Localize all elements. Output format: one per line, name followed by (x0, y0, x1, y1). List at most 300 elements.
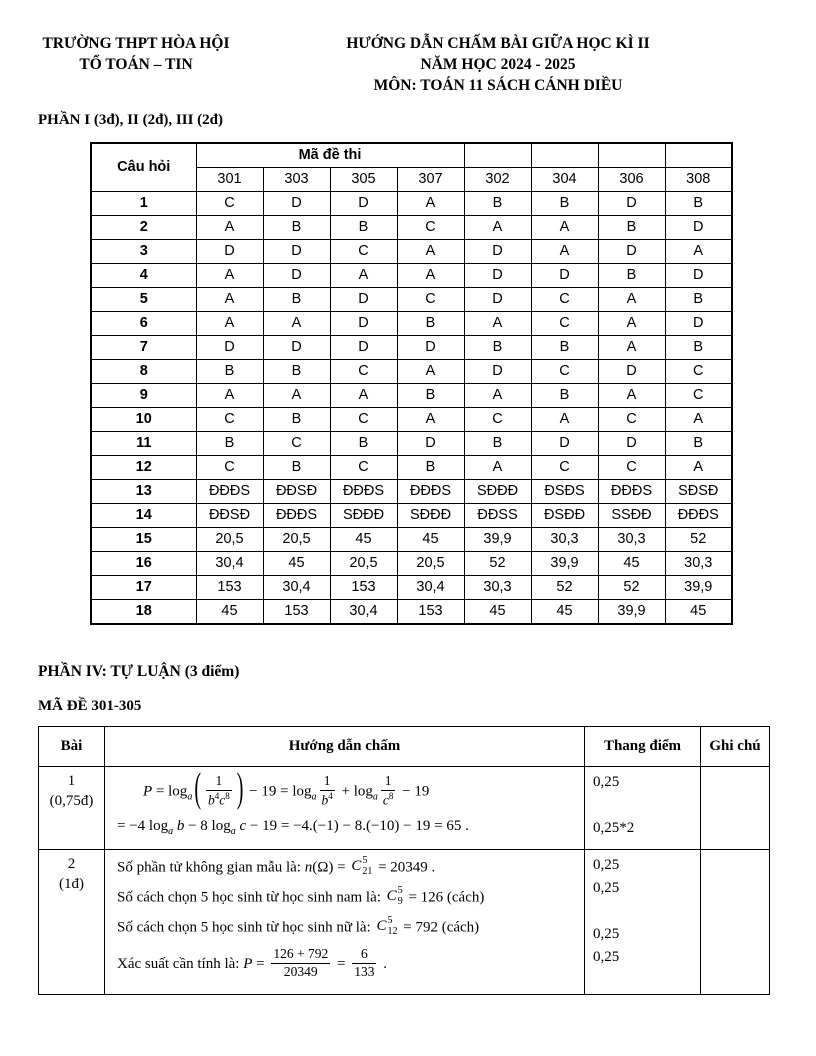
answer-cell: 153 (397, 599, 464, 624)
math-variable: n (304, 859, 313, 876)
question-number: 1 (91, 191, 196, 215)
question-column-header: Câu hỏi (91, 143, 196, 192)
math-superscript: 5 (362, 855, 368, 867)
math-variable: b (207, 792, 215, 808)
combination-symbol (351, 855, 372, 877)
table-row (91, 599, 732, 624)
question-number: 2 (91, 215, 196, 239)
math-text: 1 (323, 772, 331, 788)
math-superscript: 4 (214, 790, 220, 801)
answer-cell: 153 (196, 575, 263, 599)
score-value: 0,25 (593, 926, 620, 943)
answer-cell: 52 (531, 575, 598, 599)
question-number: 8 (91, 359, 196, 383)
table-row (91, 335, 732, 359)
fraction-denominator (381, 790, 396, 809)
exercise-points: (1đ) (59, 876, 84, 893)
answer-cell: 30,4 (397, 575, 464, 599)
math-subscript: a (230, 826, 236, 838)
exam-code: 304 (531, 167, 598, 191)
answer-cell: C (397, 215, 464, 239)
answer-cell: C (598, 407, 665, 431)
score-value (593, 794, 698, 817)
math-line (117, 887, 578, 909)
answer-cell: B (531, 191, 598, 215)
math-line (143, 766, 578, 812)
guide-column-header: Hướng dẫn chấm (105, 726, 585, 766)
answer-cell: A (665, 407, 732, 431)
math-text: − 19 = log (245, 783, 312, 800)
question-number: 7 (91, 335, 196, 359)
answer-cell: A (397, 239, 464, 263)
table-row (91, 215, 732, 239)
fraction-numerator (381, 773, 396, 790)
answer-cell: A (397, 191, 464, 215)
math-variable: b (321, 792, 329, 808)
answer-cell: 30,3 (464, 575, 531, 599)
grading-table-body (39, 766, 770, 994)
math-fraction (320, 773, 335, 809)
answer-cell: D (263, 263, 330, 287)
answer-cell: D (464, 263, 531, 287)
answer-cell: A (665, 239, 732, 263)
note-cell (701, 766, 770, 849)
exam-code: 303 (263, 167, 330, 191)
answer-cell: A (464, 383, 531, 407)
empty-header-cell (598, 143, 665, 168)
math-text: = −4 log (117, 818, 169, 835)
answer-cell: B (263, 455, 330, 479)
question-number: 10 (91, 407, 196, 431)
answer-cell: 45 (330, 527, 397, 551)
table-row (91, 407, 732, 431)
note-cell (701, 850, 770, 995)
table-row (91, 431, 732, 455)
answer-cell: 39,9 (464, 527, 531, 551)
math-text: (Ω) = (312, 859, 350, 876)
math-text: Số cách chọn 5 học sinh từ học sinh nam là: (117, 889, 385, 906)
answer-cell: D (464, 287, 531, 311)
math-line (117, 947, 578, 982)
answer-cell: D (263, 191, 330, 215)
fraction-denominator (352, 963, 376, 981)
answer-cell: B (665, 287, 732, 311)
table-row (91, 287, 732, 311)
answer-cell: B (665, 431, 732, 455)
table-row (91, 455, 732, 479)
answer-cell: 30,4 (263, 575, 330, 599)
answer-cell: B (196, 431, 263, 455)
answer-cell: 30,3 (665, 551, 732, 575)
answer-cell: 153 (330, 575, 397, 599)
answer-cell: C (330, 455, 397, 479)
answer-cell: A (665, 455, 732, 479)
exercise-number: 2 (67, 856, 76, 873)
math-text: − 19 (398, 783, 430, 800)
answer-cell: A (330, 383, 397, 407)
answer-cell: A (196, 383, 263, 407)
math-variable: c (382, 792, 389, 808)
exercise-points: (0,75đ) (49, 793, 94, 810)
answer-cell: C (665, 383, 732, 407)
answer-cell: 45 (196, 599, 263, 624)
math-subscript: a (168, 826, 174, 838)
answer-cell: D (263, 239, 330, 263)
grading-row (39, 850, 770, 995)
answer-table-body (91, 191, 732, 624)
answer-cell: C (531, 455, 598, 479)
question-number: 18 (91, 599, 196, 624)
math-fraction (271, 946, 330, 981)
table-row (91, 263, 732, 287)
math-line (117, 857, 578, 879)
score-cell (585, 850, 701, 995)
answer-cell: B (263, 359, 330, 383)
math-text: = 20349 . (374, 859, 436, 876)
math-text: = log (152, 783, 188, 800)
question-number: 13 (91, 479, 196, 503)
math-variable: C (386, 887, 397, 904)
answer-cell: C (531, 287, 598, 311)
math-variable: c (219, 792, 226, 808)
answer-cell: 20,5 (397, 551, 464, 575)
math-variable: P (243, 955, 253, 972)
question-number: 12 (91, 455, 196, 479)
answer-header-row (91, 143, 732, 168)
answer-cell: SSĐĐ (598, 503, 665, 527)
answer-cell: B (665, 191, 732, 215)
answer-cell: C (196, 455, 263, 479)
answer-cell: A (598, 383, 665, 407)
answer-cell: D (665, 215, 732, 239)
answer-cell: 39,9 (531, 551, 598, 575)
math-superscript: 4 (328, 790, 333, 801)
answer-cell: A (397, 359, 464, 383)
math-variable: b (173, 818, 185, 835)
answer-cell: C (531, 359, 598, 383)
fraction-numerator (320, 773, 335, 790)
answer-cell: C (397, 287, 464, 311)
answer-cell: B (464, 431, 531, 455)
answer-cell: D (196, 335, 263, 359)
score-value (593, 900, 698, 923)
answer-cell: 20,5 (330, 551, 397, 575)
question-number: 5 (91, 287, 196, 311)
answer-cell: D (665, 263, 732, 287)
answer-cell: B (531, 383, 598, 407)
answer-cell: ĐSĐS (531, 479, 598, 503)
math-variable: c (235, 818, 247, 835)
table-row (91, 527, 732, 551)
fraction-numerator (271, 946, 330, 963)
document-title: HƯỚNG DẪN CHẤM BÀI GIỮA HỌC KÌ II (346, 35, 650, 52)
table-row (91, 551, 732, 575)
score-value: 0,25 (593, 857, 620, 874)
exam-code-group-header: Mã đề thi (196, 143, 464, 168)
answer-cell: SĐĐĐ (397, 503, 464, 527)
title-block (272, 34, 724, 97)
answer-cell: A (531, 407, 598, 431)
question-number: 16 (91, 551, 196, 575)
school-name: TRƯỜNG THPT HÒA HỘI (42, 35, 230, 52)
answer-cell: 52 (665, 527, 732, 551)
answer-cell: B (531, 335, 598, 359)
answer-cell: ĐĐSĐ (263, 479, 330, 503)
fraction-numerator (352, 946, 376, 963)
math-scripts (398, 885, 403, 907)
answer-cell: ĐĐĐS (196, 479, 263, 503)
empty-header-cell (464, 143, 531, 168)
score-value: 0,25 (593, 880, 620, 897)
combination-symbol (387, 885, 403, 907)
answer-cell: ĐSĐĐ (531, 503, 598, 527)
table-row (91, 479, 732, 503)
answer-cell: C (330, 359, 397, 383)
answer-cell: C (196, 407, 263, 431)
table-row (91, 191, 732, 215)
answer-cell: SĐĐĐ (330, 503, 397, 527)
score-value: 0,25 (593, 949, 620, 966)
exercise-column-header: Bài (39, 726, 105, 766)
math-text: = 126 (cách) (404, 889, 485, 906)
math-fraction (381, 773, 396, 809)
answer-cell: A (464, 311, 531, 335)
empty-header-cell (531, 143, 598, 168)
table-row (91, 575, 732, 599)
math-subscript: 21 (362, 866, 373, 878)
answer-cell: D (196, 239, 263, 263)
math-line (117, 917, 578, 939)
answer-cell: B (464, 335, 531, 359)
answer-cell: D (397, 431, 464, 455)
answer-cell: ĐĐĐS (665, 503, 732, 527)
answer-cell: A (196, 215, 263, 239)
answer-cell: B (263, 407, 330, 431)
exam-code: 305 (330, 167, 397, 191)
answer-cell: 30,4 (330, 599, 397, 624)
answer-cell: B (665, 335, 732, 359)
answer-cell: C (598, 455, 665, 479)
answer-cell: 20,5 (196, 527, 263, 551)
answer-cell: 45 (397, 527, 464, 551)
answer-cell: D (598, 239, 665, 263)
department-name: TỔ TOÁN – TIN (79, 55, 193, 73)
math-text: 1 (384, 772, 392, 788)
answer-cell: 30,3 (531, 527, 598, 551)
answer-cell: B (397, 311, 464, 335)
answer-cell: 52 (464, 551, 531, 575)
answer-cell: 45 (531, 599, 598, 624)
math-scripts (362, 855, 372, 877)
math-line (117, 818, 578, 837)
school-year: NĂM HỌC 2024 - 2025 (420, 55, 576, 73)
math-text: + log (337, 783, 373, 800)
answer-cell: A (598, 335, 665, 359)
question-number: 15 (91, 527, 196, 551)
table-row (91, 311, 732, 335)
exercise-number-cell (39, 850, 105, 995)
exam-code: 307 (397, 167, 464, 191)
math-superscript: 8 (225, 790, 230, 801)
answer-cell: ĐĐĐS (598, 479, 665, 503)
answer-cell: C (330, 239, 397, 263)
table-row (91, 239, 732, 263)
solution-cell (105, 766, 585, 849)
answer-cell: D (598, 191, 665, 215)
answer-cell: B (196, 359, 263, 383)
subject-line: MÔN: TOÁN 11 SÁCH CÁNH DIỀU (373, 76, 623, 94)
answer-cell: A (263, 383, 330, 407)
part1-heading: PHẦN I (3đ), II (2đ), III (2đ) (38, 111, 224, 128)
math-scripts (387, 915, 397, 937)
answer-cell: D (464, 359, 531, 383)
answer-cell: 39,9 (598, 599, 665, 624)
math-subscript: 9 (397, 896, 403, 908)
empty-header-cell (665, 143, 732, 168)
fraction-denominator (320, 790, 335, 809)
exam-code: 302 (464, 167, 531, 191)
answer-cell: A (397, 407, 464, 431)
answer-cell: D (330, 335, 397, 359)
exam-code: 306 (598, 167, 665, 191)
answer-cell: 52 (598, 575, 665, 599)
math-variable: C (376, 917, 387, 934)
math-paren: ( (194, 766, 201, 812)
exercise-number-cell (39, 766, 105, 849)
question-number: 17 (91, 575, 196, 599)
answer-cell: D (598, 431, 665, 455)
exam-code-range: MÃ ĐỀ 301-305 (38, 697, 142, 714)
answer-cell: 39,9 (665, 575, 732, 599)
math-text: Xác suất cần tính là: (117, 955, 244, 972)
answer-cell: D (330, 191, 397, 215)
fraction-denominator (206, 790, 232, 809)
answer-cell: C (665, 359, 732, 383)
grading-row (39, 766, 770, 849)
answer-cell: A (598, 311, 665, 335)
answer-cell: C (263, 431, 330, 455)
math-text: . (379, 955, 387, 972)
score-value: 0,25*2 (593, 819, 635, 836)
answer-cell: B (397, 383, 464, 407)
answer-cell: A (196, 287, 263, 311)
answer-cell: A (196, 311, 263, 335)
answer-cell: A (531, 239, 598, 263)
math-superscript: 8 (388, 790, 394, 801)
table-row (91, 359, 732, 383)
answer-cell: ĐĐSĐ (196, 503, 263, 527)
answer-cell: A (598, 287, 665, 311)
math-superscript: 5 (387, 915, 393, 927)
math-subscript: 12 (387, 926, 398, 938)
answer-cell: A (531, 215, 598, 239)
answer-cell: ĐĐĐS (263, 503, 330, 527)
question-number: 11 (91, 431, 196, 455)
answer-cell: B (330, 431, 397, 455)
table-row (91, 383, 732, 407)
question-number: 4 (91, 263, 196, 287)
math-variable: P (143, 783, 153, 800)
math-text: 126 + 792 (273, 946, 329, 962)
answer-cell: 45 (665, 599, 732, 624)
math-text: = (333, 955, 350, 972)
answer-cell: B (598, 215, 665, 239)
math-text: Số cách chọn 5 học sinh từ học sinh nữ là: (117, 919, 375, 936)
answer-cell: 153 (263, 599, 330, 624)
note-column-header: Ghi chú (701, 726, 770, 766)
answer-cell: 30,3 (598, 527, 665, 551)
answer-cell: 45 (598, 551, 665, 575)
question-number: 14 (91, 503, 196, 527)
combination-symbol (376, 915, 397, 937)
math-text: = (252, 955, 269, 972)
answer-cell: B (598, 263, 665, 287)
answer-cell: ĐĐĐS (330, 479, 397, 503)
answer-cell: D (464, 239, 531, 263)
answer-cell: A (196, 263, 263, 287)
math-superscript: 5 (397, 885, 403, 897)
answer-cell: A (464, 455, 531, 479)
answer-cell: A (330, 263, 397, 287)
math-text: 6 (360, 946, 368, 962)
answer-cell: ĐĐĐS (397, 479, 464, 503)
exam-code: 301 (196, 167, 263, 191)
question-number: 6 (91, 311, 196, 335)
math-text: − 8 log (184, 818, 231, 835)
answer-cell: 45 (263, 551, 330, 575)
document-header (0, 0, 816, 97)
math-text: 1 (215, 772, 223, 788)
answer-cell: D (263, 335, 330, 359)
answer-cell: SĐĐĐ (464, 479, 531, 503)
fraction-numerator (206, 773, 232, 790)
answer-cell: D (531, 431, 598, 455)
score-value: 0,25 (593, 773, 620, 790)
answer-cell: D (531, 263, 598, 287)
answer-cell: 20,5 (263, 527, 330, 551)
fraction-denominator (271, 963, 330, 981)
answer-cell: B (464, 191, 531, 215)
math-paren: ) (236, 766, 244, 812)
answer-cell: D (598, 359, 665, 383)
answer-cell: A (464, 215, 531, 239)
question-number: 9 (91, 383, 196, 407)
table-row (91, 503, 732, 527)
answer-cell: D (665, 311, 732, 335)
grading-header-row (39, 726, 770, 766)
math-text: Số phần tử không gian mẫu là: (117, 859, 305, 876)
math-text: 20349 (283, 963, 318, 979)
score-cell (585, 766, 701, 849)
math-subscript: a (187, 791, 193, 803)
question-number: 3 (91, 239, 196, 263)
answer-cell: 45 (464, 599, 531, 624)
math-text: 133 (354, 963, 375, 979)
score-column-header: Thang điểm (585, 726, 701, 766)
exercise-number: 1 (67, 772, 76, 789)
answer-cell: D (330, 287, 397, 311)
answer-cell: SĐSĐ (665, 479, 732, 503)
math-subscript: a (372, 791, 378, 803)
answer-cell: B (263, 287, 330, 311)
math-text: = 792 (cách) (399, 919, 480, 936)
answer-cell: D (330, 311, 397, 335)
math-subscript: a (311, 791, 317, 803)
answer-cell: ĐĐSS (464, 503, 531, 527)
answer-cell: C (330, 407, 397, 431)
part4-heading: PHẦN IV: TỰ LUẬN (3 điểm) (38, 662, 240, 680)
answer-cell: B (330, 215, 397, 239)
